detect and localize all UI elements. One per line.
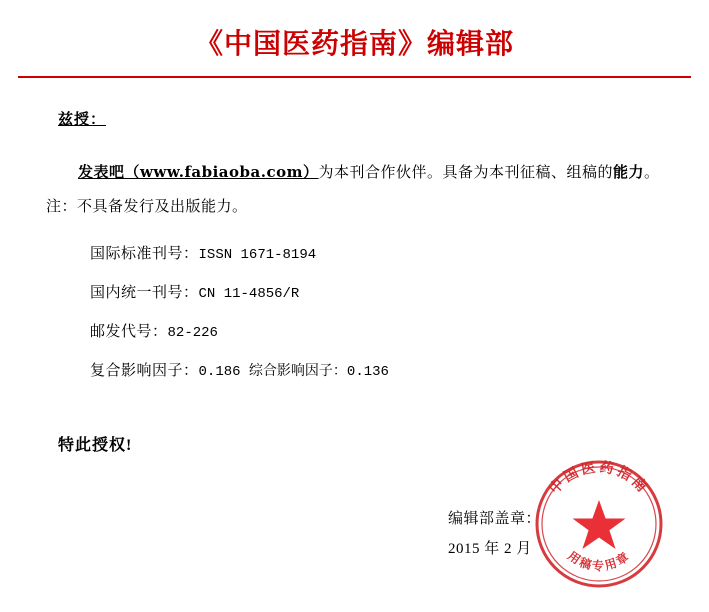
info-line-postal-code xyxy=(90,320,665,341)
info-label-issn: 国际标准刊号： xyxy=(90,246,199,262)
title-divider xyxy=(18,76,691,78)
official-stamp xyxy=(529,454,669,594)
main-paragraph xyxy=(46,155,665,224)
stamp-star-icon xyxy=(573,500,626,549)
svg-text:用稿专用章 xyxy=(565,548,633,573)
paragraph-text-2: 能力 xyxy=(613,165,645,181)
partner-site-link[interactable]: 发表吧（www.fabiaoba.com） xyxy=(78,163,319,181)
info-value-impact-factor: 0.186 综合影响因子：0.136 xyxy=(198,364,389,380)
paragraph-text-3: 。注：不具备发行及出版能力。 xyxy=(46,165,660,215)
info-label-impact-factor: 复合影响因子： xyxy=(90,363,199,379)
info-value-cn: CN 11-4856/R xyxy=(198,286,300,302)
signature-seal-label: 编辑部盖章： xyxy=(447,511,541,527)
salutation: 兹授： xyxy=(58,112,107,128)
info-value-issn: ISSN 1671-8194 xyxy=(198,247,317,263)
info-line-issn xyxy=(90,242,665,263)
document-body xyxy=(0,108,709,455)
info-label-postal-code: 邮发代号： xyxy=(90,324,168,340)
info-line-cn xyxy=(90,281,665,302)
signature-date: 2015 年 2 月 xyxy=(447,541,532,557)
signature-block xyxy=(448,504,541,564)
info-value-postal-code: 82-226 xyxy=(167,325,218,341)
stamp-top-text: 中国医药指南 xyxy=(546,459,652,498)
svg-text:中国医药指南 xyxy=(546,458,653,497)
grant-statement: 特此授权! xyxy=(58,437,133,454)
info-line-impact-factor xyxy=(90,359,665,380)
paragraph-text-1: 为本刊合作伙伴。具备为本刊征稿、组稿的 xyxy=(318,165,613,181)
page-title: 《中国医药指南》编辑部 xyxy=(194,27,514,60)
stamp-bottom-text: 用稿专用章 xyxy=(565,548,633,573)
info-label-cn: 国内统一刊号： xyxy=(90,285,199,301)
